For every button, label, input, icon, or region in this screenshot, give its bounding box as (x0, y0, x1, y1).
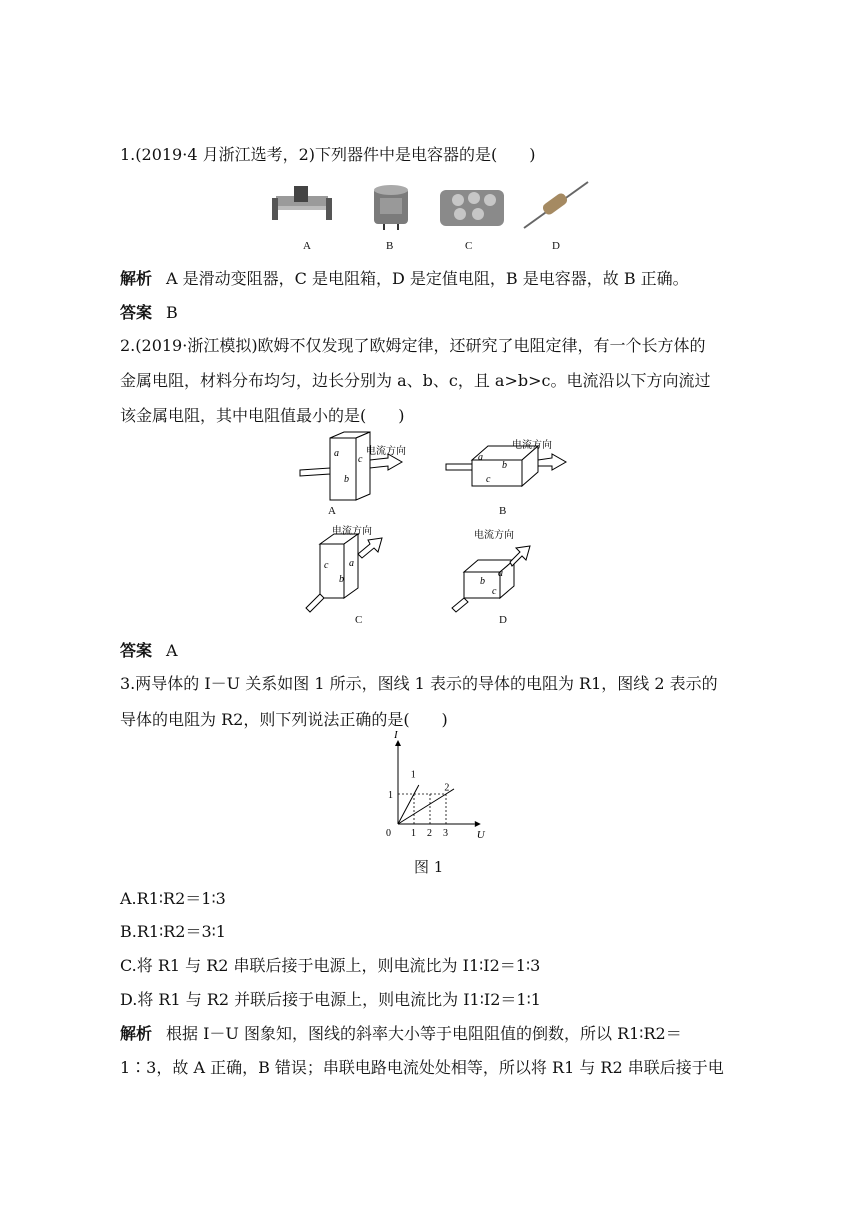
q2-stem-line: 该金属电阻，其中电阻值最小的是( ) (120, 406, 405, 425)
q2-answer (120, 640, 178, 662)
analysis-text: 根据 I－U 图象知，图线的斜率大小等于电阻阻值的倒数，所以 R1∶R2＝ (166, 1024, 682, 1043)
q1-option-c: C (465, 240, 473, 252)
block-d-diagram (450, 528, 560, 612)
block-a-diagram (300, 432, 430, 512)
q3-stem-line: 3.两导体的 I－U 关系如图 1 所示，图线 1 表示的导体的电阻为 R1，图线 2 表示的 (120, 674, 718, 693)
edge-label-b: b (480, 576, 485, 587)
analysis-label: 解析 (120, 269, 153, 288)
x-tick-label: 2 (427, 828, 432, 839)
edge-label-c: c (358, 454, 363, 465)
x-tick-label: 3 (443, 828, 448, 839)
q2-option-c: C (355, 614, 363, 626)
q3-analysis-line: 1∶3，故 A 正确，B 错误；串联电路电流处处相等，所以将 R1 与 R2 串联后接于电 (120, 1058, 724, 1077)
origin-label: 0 (386, 828, 391, 839)
q2-stem-line: 金属电阻，材料分布均匀，边长分别为 a、b、c，且 a>b>c。电流沿以下方向流过 (120, 371, 711, 390)
q2-stem-line: 2.(2019·浙江模拟)欧姆不仅发现了欧姆定律，还研究了电阻定律，有一个长方体的 (120, 336, 706, 355)
answer-value: A (166, 641, 178, 660)
y-tick-label: 1 (388, 790, 393, 801)
capacitor-icon (372, 184, 412, 230)
edge-label-b: b (502, 460, 507, 471)
edge-label-c: c (492, 586, 497, 597)
q2-option-b: B (499, 505, 507, 517)
edge-label-b: b (339, 574, 344, 585)
answer-label: 答案 (120, 303, 153, 322)
series-line-1 (398, 785, 419, 824)
q3-choice-b: B.R1∶R2＝3∶1 (120, 922, 226, 941)
q1-answer (120, 302, 178, 324)
q3-choice-c: C.将 R1 与 R2 串联后接于电源上，则电流比为 I1∶I2＝1∶3 (120, 956, 541, 975)
iu-graph (370, 729, 485, 841)
current-direction-label: 电流方向 (474, 530, 514, 541)
q3-choice-a: A.R1∶R2＝1∶3 (120, 889, 226, 908)
block-c-diagram (302, 524, 412, 612)
q1-analysis (120, 268, 689, 290)
figure-caption: 图 1 (414, 858, 444, 876)
q1-stem: 1.(2019·4 月浙江选考，2)下列器件中是电容器的是( ) (120, 145, 536, 164)
edge-label-a: a (334, 448, 339, 459)
series-label-1: 1 (410, 769, 416, 781)
q2-option-d: D (499, 614, 507, 626)
edge-label-c: c (486, 474, 491, 485)
current-direction-label: 电流方向 (332, 526, 372, 537)
edge-label-a: a (498, 568, 503, 579)
q3-stem-line: 导体的电阻为 R2，则下列说法正确的是( ) (120, 710, 448, 729)
q1-option-b: B (386, 240, 394, 252)
rheostat-icon (270, 184, 334, 228)
x-axis-label: U (476, 829, 485, 841)
q1-option-a: A (303, 240, 311, 252)
block-b-diagram (446, 436, 576, 498)
edge-label-b: b (344, 474, 349, 485)
current-direction-label: 电流方向 (366, 446, 406, 457)
q3-choice-d: D.将 R1 与 R2 并联后接于电源上，则电流比为 I1∶I2＝1∶1 (120, 990, 541, 1009)
q1-option-d: D (552, 240, 560, 252)
edge-label-c: c (324, 560, 329, 571)
series-label-2: 2 (444, 782, 450, 794)
resistor-icon (522, 180, 590, 232)
x-axis-arrow (475, 821, 481, 827)
q3-analysis-line (120, 1023, 682, 1045)
analysis-label: 解析 (120, 1024, 153, 1043)
analysis-text: A 是滑动变阻器，C 是电阻箱，D 是定值电阻，B 是电容器，故 B 正确。 (166, 269, 689, 288)
resistance-box-icon (438, 182, 506, 228)
y-axis-label: I (394, 729, 398, 741)
x-tick-label: 1 (411, 828, 416, 839)
current-direction-label: 电流方向 (512, 440, 552, 451)
q2-option-a: A (328, 505, 336, 517)
edge-label-a: a (478, 452, 483, 463)
edge-label-a: a (349, 558, 354, 569)
answer-value: B (166, 303, 178, 322)
answer-label: 答案 (120, 641, 153, 660)
